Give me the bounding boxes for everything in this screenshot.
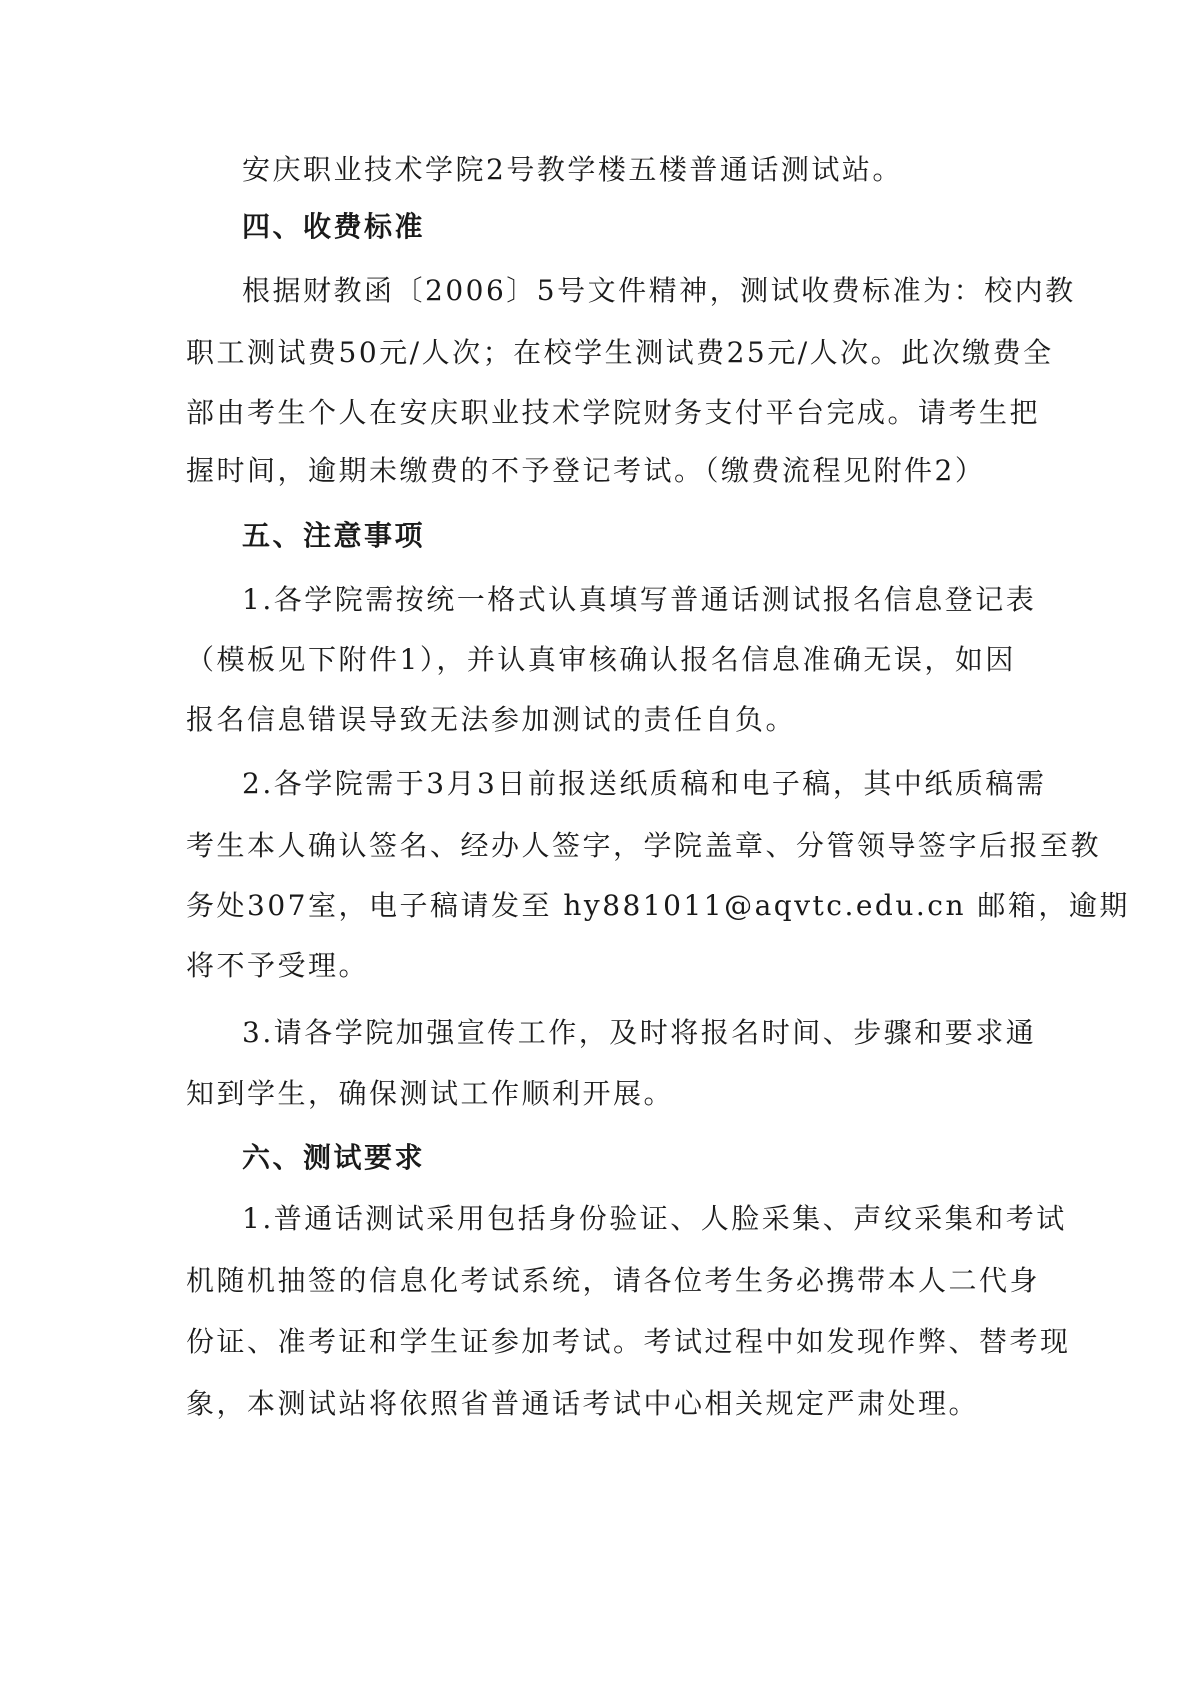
text-line: （模板见下附件1），并认真审核确认报名信息准确无误，如因 xyxy=(186,643,1016,676)
text-line: 象，本测试站将依照省普通话考试中心相关规定严肃处理。 xyxy=(186,1387,980,1420)
section-heading-requirements: 六、测试要求 xyxy=(242,1141,426,1174)
text-line: 部由考生个人在安庆职业技术学院财务支付平台完成。请考生把 xyxy=(186,396,1041,429)
text-line: 考生本人确认签名、经办人签字，学院盖章、分管领导签字后报至教 xyxy=(186,829,1102,862)
text-line: 根据财教函〔2006〕5号文件精神，测试收费标准为：校内教 xyxy=(242,274,1076,307)
text-line: 握时间，逾期未缴费的不予登记考试。（缴费流程见附件2） xyxy=(186,454,986,487)
text-line: 机随机抽签的信息化考试系统，请各位考生务必携带本人二代身 xyxy=(186,1264,1041,1297)
section-heading-fee: 四、收费标准 xyxy=(242,210,426,243)
text-line: 知到学生，确保测试工作顺利开展。 xyxy=(186,1077,675,1110)
text-line: 安庆职业技术学院2号教学楼五楼普通话测试站。 xyxy=(242,153,903,186)
text-line: 份证、准考证和学生证参加考试。考试过程中如发现作弊、替考现 xyxy=(186,1325,1071,1358)
text-line: 职工测试费50元/人次；在校学生测试费25元/人次。此次缴费全 xyxy=(186,336,1054,369)
text-line: 1.普通话测试采用包括身份验证、人脸采集、声纹采集和考试 xyxy=(242,1202,1067,1235)
text-line: 2.各学院需于3月3日前报送纸质稿和电子稿，其中纸质稿需 xyxy=(242,767,1047,800)
text-line: 将不予受理。 xyxy=(186,949,370,982)
text-line: 务处307室，电子稿请发至 hy881011@aqvtc.edu.cn 邮箱，逾期 xyxy=(186,889,1130,922)
text-line: 报名信息错误导致无法参加测试的责任自负。 xyxy=(186,703,797,736)
text-line: 1.各学院需按统一格式认真填写普通话测试报名信息登记表 xyxy=(242,583,1037,616)
text-line: 3.请各学院加强宣传工作，及时将报名时间、步骤和要求通 xyxy=(242,1016,1037,1049)
section-heading-notes: 五、注意事项 xyxy=(242,519,426,552)
